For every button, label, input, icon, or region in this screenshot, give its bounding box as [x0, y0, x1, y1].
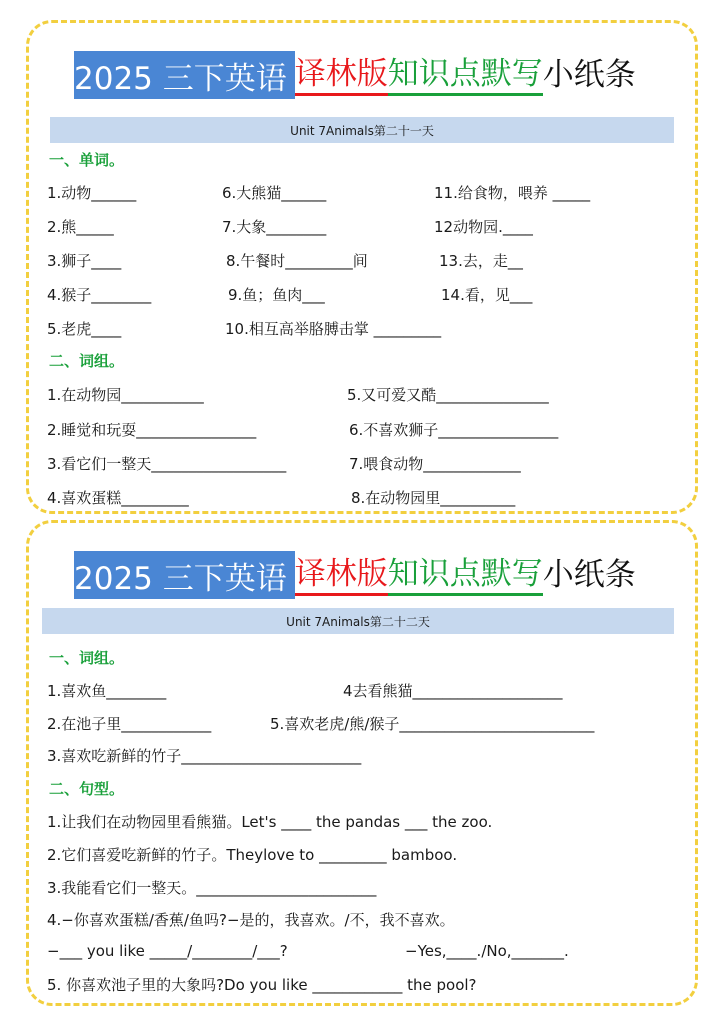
title-suffix: 小纸条 — [542, 57, 636, 93]
word-item: 1.动物______ — [47, 184, 137, 202]
title-year-grade: 2025 三下英语 — [74, 51, 295, 99]
phrase-item: 3.喜欢吃新鲜的竹子________________________ — [47, 747, 362, 765]
unit-banner: Unit 7Animals第二十二天 — [42, 608, 674, 634]
phrase-item: 5.又可爱又酷_______________ — [347, 386, 549, 404]
title-edition: 译林版 — [295, 55, 388, 96]
phrase-item: 2.睡觉和玩耍________________ — [47, 421, 257, 439]
title-suffix: 小纸条 — [542, 557, 636, 593]
phrase-item: 4去看熊猫____________________ — [343, 682, 563, 700]
title-topic: 知识点默写 — [388, 55, 543, 96]
phrase-item: 1.喜欢鱼________ — [47, 682, 167, 700]
sentence-item: −___ you like _____/________/___? — [47, 942, 288, 960]
phrase-item: 7.喂食动物_____________ — [349, 455, 521, 473]
title-topic: 知识点默写 — [388, 555, 543, 596]
phrase-item: 5.喜欢老虎/熊/猴子__________________________ — [270, 715, 595, 733]
word-item: 14.看，见___ — [441, 286, 533, 304]
word-item: 10.相互高举胳膊击掌 _________ — [225, 320, 442, 338]
section-heading-phrases: 二、词组。 — [49, 352, 125, 370]
card-title — [74, 551, 636, 599]
word-item: 6.大熊猫______ — [222, 184, 327, 202]
title-year-grade: 2025 三下英语 — [74, 551, 295, 599]
sentence-item: 2.它们喜爱吃新鲜的竹子。Theylove to _________ bamboo. — [47, 846, 458, 864]
word-item: 7.大象________ — [222, 218, 327, 236]
sentence-item: 4.−你喜欢蛋糕/香蕉/鱼吗?−是的，我喜欢。/不，我不喜欢。 — [47, 911, 455, 929]
phrase-item: 2.在池子里____________ — [47, 715, 212, 733]
unit-banner: Unit 7Animals第二十一天 — [50, 117, 674, 143]
worksheet-card-day22 — [26, 520, 698, 1006]
word-item: 4.猴子________ — [47, 286, 152, 304]
phrase-item: 6.不喜欢狮子________________ — [349, 421, 559, 439]
word-item: 11.给食物，喂养 _____ — [434, 184, 591, 202]
phrase-item: 4.喜欢蛋糕_________ — [47, 489, 189, 507]
worksheet-card-day21 — [26, 20, 698, 514]
title-edition: 译林版 — [295, 555, 388, 596]
word-item: 12动物园.____ — [434, 218, 533, 236]
word-item: 13.去，走__ — [439, 252, 523, 270]
phrase-item: 1.在动物园___________ — [47, 386, 204, 404]
section-heading-sentences: 二、句型。 — [49, 780, 125, 798]
sentence-item: 1.让我们在动物园里看熊猫。Let's ____ the pandas ___ the zoo. — [47, 813, 493, 831]
word-item: 8.午餐时_________间 — [226, 252, 368, 270]
word-item: 5.老虎____ — [47, 320, 122, 338]
section-heading-words: 一、单词。 — [49, 151, 125, 169]
phrase-item: 3.看它们一整天__________________ — [47, 455, 287, 473]
word-item: 3.狮子____ — [47, 252, 122, 270]
sentence-item: −Yes,____./No,_______. — [405, 942, 569, 960]
sentence-item: 5. 你喜欢池子里的大象吗?Do you like ____________ the pool? — [47, 976, 477, 994]
section-heading-phrases: 一、词组。 — [49, 649, 125, 667]
card-title — [74, 51, 636, 99]
word-item: 9.鱼；鱼肉___ — [228, 286, 325, 304]
phrase-item: 8.在动物园里__________ — [351, 489, 516, 507]
sentence-item: 3.我能看它们一整天。________________________ — [47, 879, 377, 897]
word-item: 2.熊_____ — [47, 218, 114, 236]
